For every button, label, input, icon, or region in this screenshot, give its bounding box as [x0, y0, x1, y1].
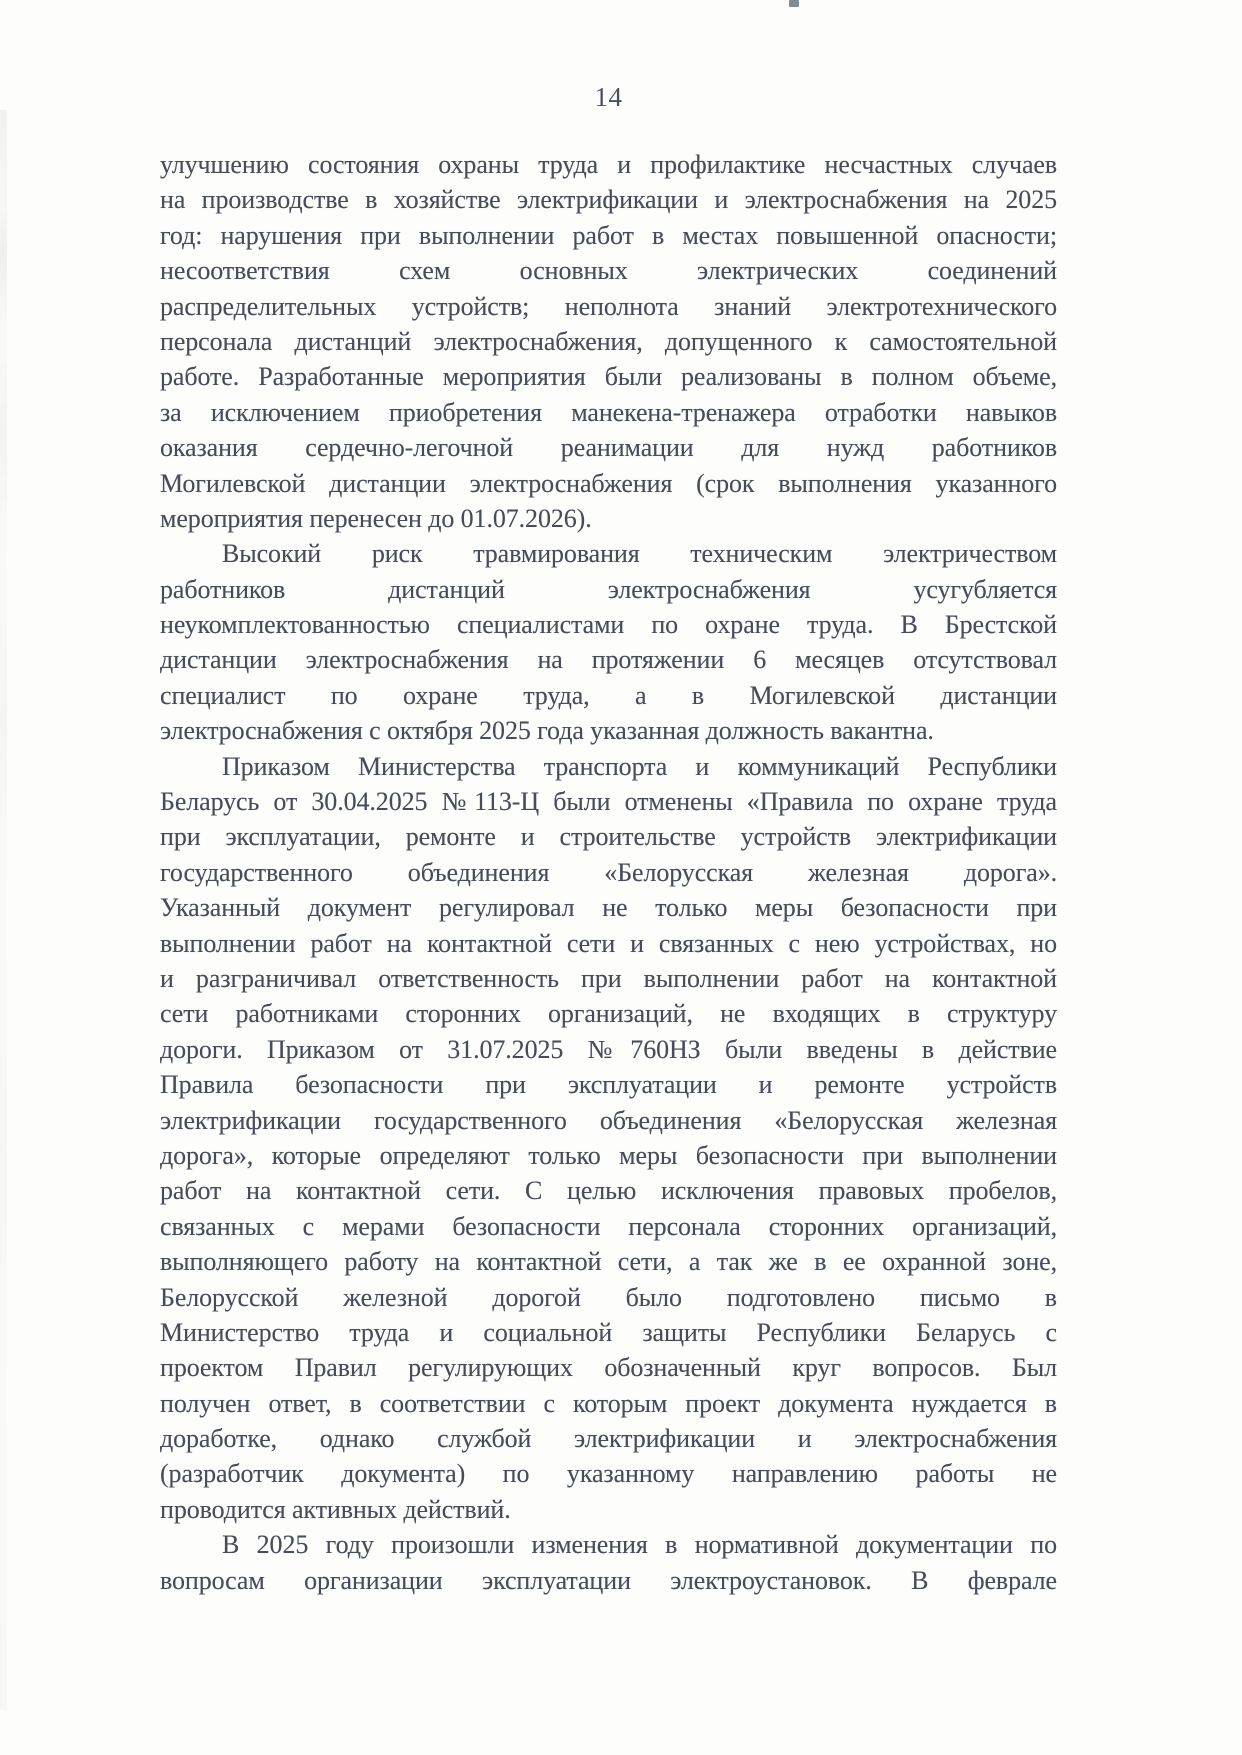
- text-line: Правила безопасности при эксплуатации и ремонте устройств: [160, 1070, 1057, 1100]
- text-line: на производстве в хозяйстве электрификации и электроснабжения на 2025: [160, 185, 1057, 215]
- text-line: выполняющего работу на контактной сети, а так же в ее охранной зоне,: [160, 1247, 1057, 1277]
- paragraph: [160, 749, 1057, 1528]
- text-line: Министерство труда и социальной защиты Республики Беларусь с: [160, 1317, 1057, 1347]
- text-line: Беларусь от 30.04.2025 №113-Ц были отменены «Правила по охране труда: [160, 787, 1057, 817]
- paragraph: [160, 1527, 1057, 1598]
- text-line: В 2025 году произошли изменения в нормативной документации по: [222, 1530, 1057, 1560]
- text-line: дистанции электроснабжения на протяжении 6 месяцев отсутствовал: [160, 645, 1057, 675]
- text-line: неукомплектованностью специалистами по охране труда. В Брестской: [160, 610, 1057, 640]
- text-line: выполнении работ на контактной сети и связанных с нею устройствах, но: [160, 928, 1057, 958]
- text-line: при эксплуатации, ремонте и строительстве устройств электрификации: [160, 822, 1057, 852]
- paragraph: [160, 536, 1057, 748]
- text-line: доработке, однако службой электрификации и электроснабжения: [160, 1424, 1057, 1454]
- text-line: работников дистанций электроснабжения усугубляется: [160, 574, 1057, 604]
- text-line: Белорусской железной дорогой было подготовлено письмо в: [160, 1282, 1057, 1312]
- text-line: несоответствия схем основных электрических соединений: [160, 256, 1057, 286]
- text-line: дорога», которые определяют только меры безопасности при выполнении: [160, 1140, 1057, 1170]
- text-line: Высокий риск травмирования техническим электричеством: [222, 539, 1057, 569]
- text-line: связанных с мерами безопасности персонала сторонних организаций,: [160, 1211, 1057, 1241]
- text-line: мероприятия перенесен до 01.07.2026).: [160, 503, 592, 533]
- text-line: дороги. Приказом от 31.07.2025 №760НЗ были введены в действие: [160, 1034, 1057, 1064]
- text-line: (разработчик документа) по указанному направлению работы не: [160, 1459, 1057, 1489]
- text-line: работе. Разработанные мероприятия были реализованы в полном объеме,: [160, 362, 1057, 392]
- text-line: получен ответ, в соответствии с которым проект документа нуждается в: [160, 1388, 1057, 1418]
- text-line: сети работниками сторонних организаций, не входящих в структуру: [160, 999, 1057, 1029]
- text-line: за исключением приобретения манекена-тренажера отработки навыков: [160, 397, 1057, 427]
- text-line: проектом Правил регулирующих обозначенный круг вопросов. Был: [160, 1353, 1057, 1383]
- paragraph: [160, 147, 1057, 536]
- text-line: Могилевской дистанции электроснабжения (срок выполнения указанного: [160, 468, 1057, 498]
- text-line: проводится активных действий.: [160, 1494, 511, 1524]
- page-number: 14: [594, 82, 623, 112]
- text-line: специалист по охране труда, а в Могилевской дистанции: [160, 680, 1057, 710]
- text-line: год: нарушения при выполнении работ в местах повышенной опасности;: [160, 220, 1057, 250]
- text-line: Указанный документ регулировал не только меры безопасности при: [160, 893, 1057, 923]
- text-line: персонала дистанций электроснабжения, допущенного к самостоятельной: [160, 326, 1057, 356]
- text-block: [160, 147, 1057, 1598]
- text-line: электрификации государственного объединения «Белорусская железная: [160, 1105, 1057, 1135]
- text-line: Приказом Министерства транспорта и коммуникаций Республики: [222, 751, 1057, 781]
- scan-mark-artifact: [789, 0, 799, 7]
- text-line: и разграничивал ответственность при выполнении работ на контактной: [160, 963, 1057, 993]
- text-line: улучшению состояния охраны труда и профилактике несчастных случаев: [160, 150, 1057, 179]
- text-line: работ на контактной сети. С целью исключения правовых пробелов,: [160, 1176, 1057, 1206]
- scan-edge-artifact: [0, 110, 7, 1710]
- text-line: вопросам организации эксплуатации электроустановок. В феврале: [160, 1565, 1057, 1595]
- text-line: распределительных устройств; неполнота знаний электротехнического: [160, 291, 1057, 321]
- text-line: электроснабжения с октября 2025 года указанная должность вакантна.: [160, 716, 934, 746]
- text-line: оказания сердечно-легочной реанимации для нужд работников: [160, 433, 1057, 463]
- text-line: государственного объединения «Белорусская железная дорога».: [160, 857, 1057, 887]
